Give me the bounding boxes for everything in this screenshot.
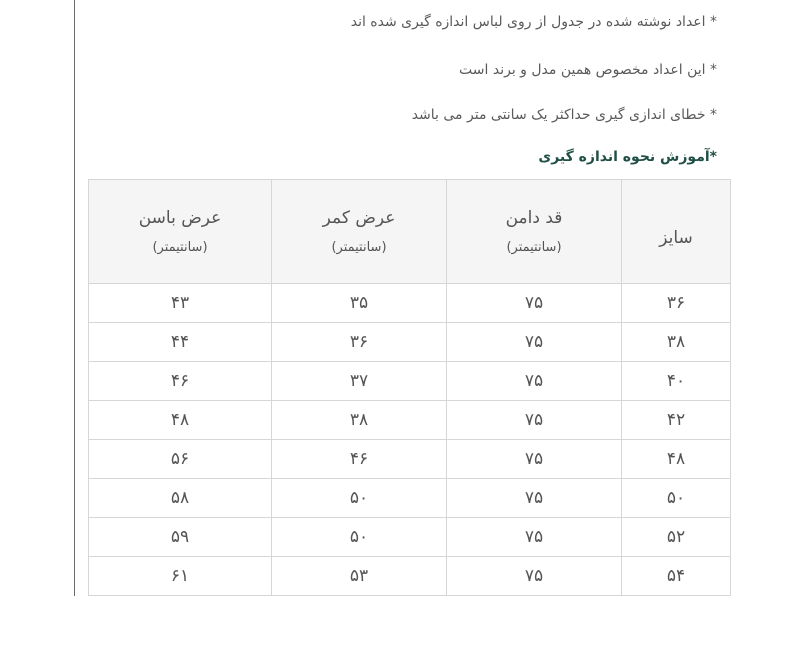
table-row xyxy=(89,479,731,518)
cell-size: ۵۲ xyxy=(622,518,731,557)
cell-hip-width: ۴۶ xyxy=(89,362,272,401)
table-row xyxy=(89,518,731,557)
size-chart-body xyxy=(89,284,731,596)
cell-hip-width: ۴۸ xyxy=(89,401,272,440)
cell-size: ۵۰ xyxy=(622,479,731,518)
header-hip-width xyxy=(89,180,272,284)
header-waist-width xyxy=(272,180,447,284)
note-measurement-error: * خطای اندازی گیری حداکثر یک سانتی متر می باشد xyxy=(411,107,717,123)
table-row xyxy=(89,557,731,596)
size-chart-table xyxy=(88,179,731,596)
left-divider-line xyxy=(74,0,75,596)
measurement-guide-heading: *آموزش نحوه اندازه گیری xyxy=(538,149,717,165)
header-hip-width-label: عرض باسن xyxy=(138,207,222,228)
header-waist-width-label: عرض کمر xyxy=(322,207,396,228)
cell-skirt-length: ۷۵ xyxy=(447,323,622,362)
cell-size: ۴۰ xyxy=(622,362,731,401)
cell-hip-width: ۴۴ xyxy=(89,323,272,362)
header-skirt-length-unit: (سانتیمتر) xyxy=(506,239,562,255)
note-model-specific: * این اعداد مخصوص همین مدل و برند است xyxy=(459,62,717,78)
table-row xyxy=(89,284,731,323)
cell-waist-width: ۳۷ xyxy=(272,362,447,401)
cell-size: ۵۴ xyxy=(622,557,731,596)
cell-hip-width: ۶۱ xyxy=(89,557,272,596)
cell-size: ۳۸ xyxy=(622,323,731,362)
cell-hip-width: ۵۹ xyxy=(89,518,272,557)
cell-skirt-length: ۷۵ xyxy=(447,362,622,401)
header-row xyxy=(89,180,731,284)
cell-hip-width: ۴۳ xyxy=(89,284,272,323)
cell-skirt-length: ۷۵ xyxy=(447,284,622,323)
cell-waist-width: ۵۳ xyxy=(272,557,447,596)
header-size-label: سایز xyxy=(659,228,693,248)
size-chart-header xyxy=(89,180,731,284)
cell-waist-width: ۵۰ xyxy=(272,479,447,518)
table-row xyxy=(89,323,731,362)
cell-waist-width: ۳۸ xyxy=(272,401,447,440)
cell-skirt-length: ۷۵ xyxy=(447,479,622,518)
cell-waist-width: ۳۶ xyxy=(272,323,447,362)
cell-size: ۴۸ xyxy=(622,440,731,479)
header-skirt-length-label: قد دامن xyxy=(505,207,563,228)
header-hip-width-unit: (سانتیمتر) xyxy=(152,239,208,255)
header-size xyxy=(622,180,731,284)
cell-waist-width: ۵۰ xyxy=(272,518,447,557)
table-row xyxy=(89,440,731,479)
cell-waist-width: ۴۶ xyxy=(272,440,447,479)
cell-hip-width: ۵۶ xyxy=(89,440,272,479)
cell-waist-width: ۳۵ xyxy=(272,284,447,323)
note-measured-from-garment: * اعداد نوشته شده در جدول از روی لباس اندازه گیری شده اند xyxy=(350,14,717,30)
cell-size: ۳۶ xyxy=(622,284,731,323)
table-row xyxy=(89,401,731,440)
table-row xyxy=(89,362,731,401)
cell-skirt-length: ۷۵ xyxy=(447,518,622,557)
cell-skirt-length: ۷۵ xyxy=(447,557,622,596)
cell-size: ۴۲ xyxy=(622,401,731,440)
header-waist-width-unit: (سانتیمتر) xyxy=(331,239,387,255)
header-skirt-length xyxy=(447,180,622,284)
cell-skirt-length: ۷۵ xyxy=(447,401,622,440)
cell-skirt-length: ۷۵ xyxy=(447,440,622,479)
cell-hip-width: ۵۸ xyxy=(89,479,272,518)
